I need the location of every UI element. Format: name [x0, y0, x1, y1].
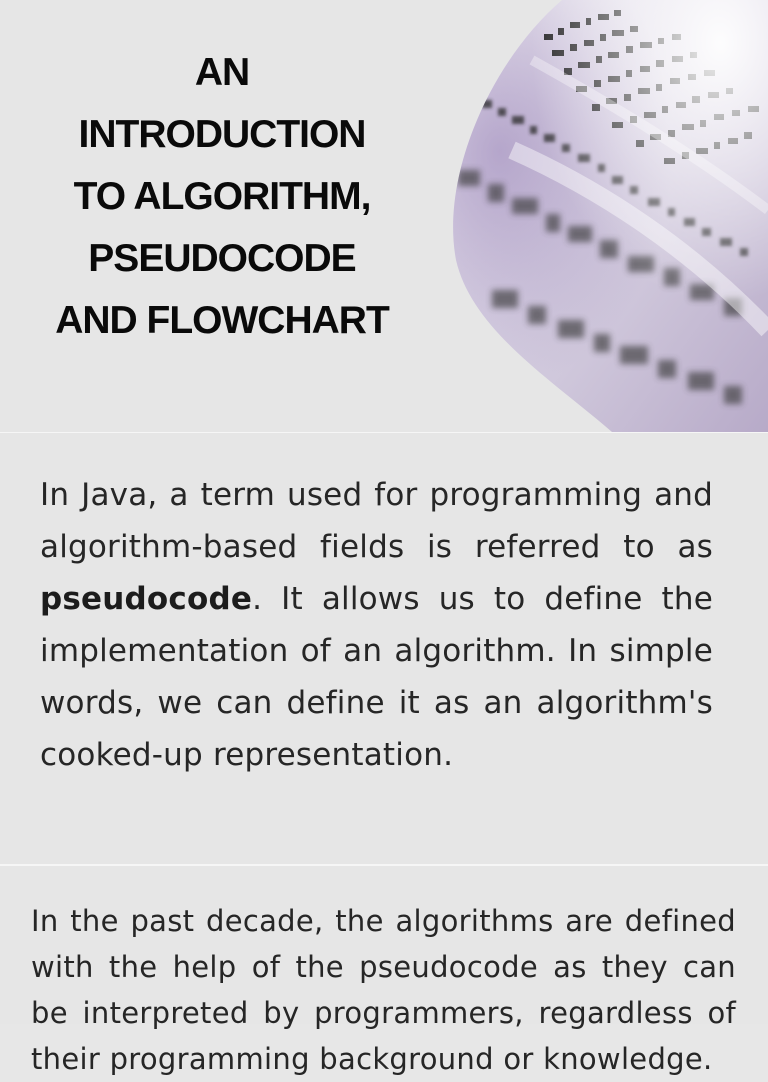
- bold-term: pseudocode: [40, 581, 253, 617]
- definition-text-end: . It allows us to define the implementation of an algorithm. In simple words, we can define it as an algorithm's cooked-up representation.: [40, 581, 713, 773]
- title-line: TO ALGORITHM,: [73, 175, 371, 218]
- definition-paragraph: [40, 469, 713, 781]
- history-paragraph: In the past decade, the algorithms are defined with the help of the pseudocode as they can be interpreted by programmers, regardless of their programming background or knowledge.: [31, 904, 736, 1076]
- definition-slide: [0, 433, 768, 865]
- title-line: AN: [194, 51, 250, 94]
- title-line: INTRODUCTION: [78, 113, 366, 156]
- code-printout-photo: [452, 0, 768, 432]
- definition-text-start: In Java, a term used for programming and algorithm-based fields is referred to as: [40, 477, 713, 565]
- title-line: PSEUDOCODE: [88, 237, 356, 280]
- title-slide: [0, 0, 768, 432]
- title-line: AND FLOWCHART: [55, 299, 389, 342]
- slide-title: [20, 42, 424, 352]
- history-slide: [0, 866, 768, 1076]
